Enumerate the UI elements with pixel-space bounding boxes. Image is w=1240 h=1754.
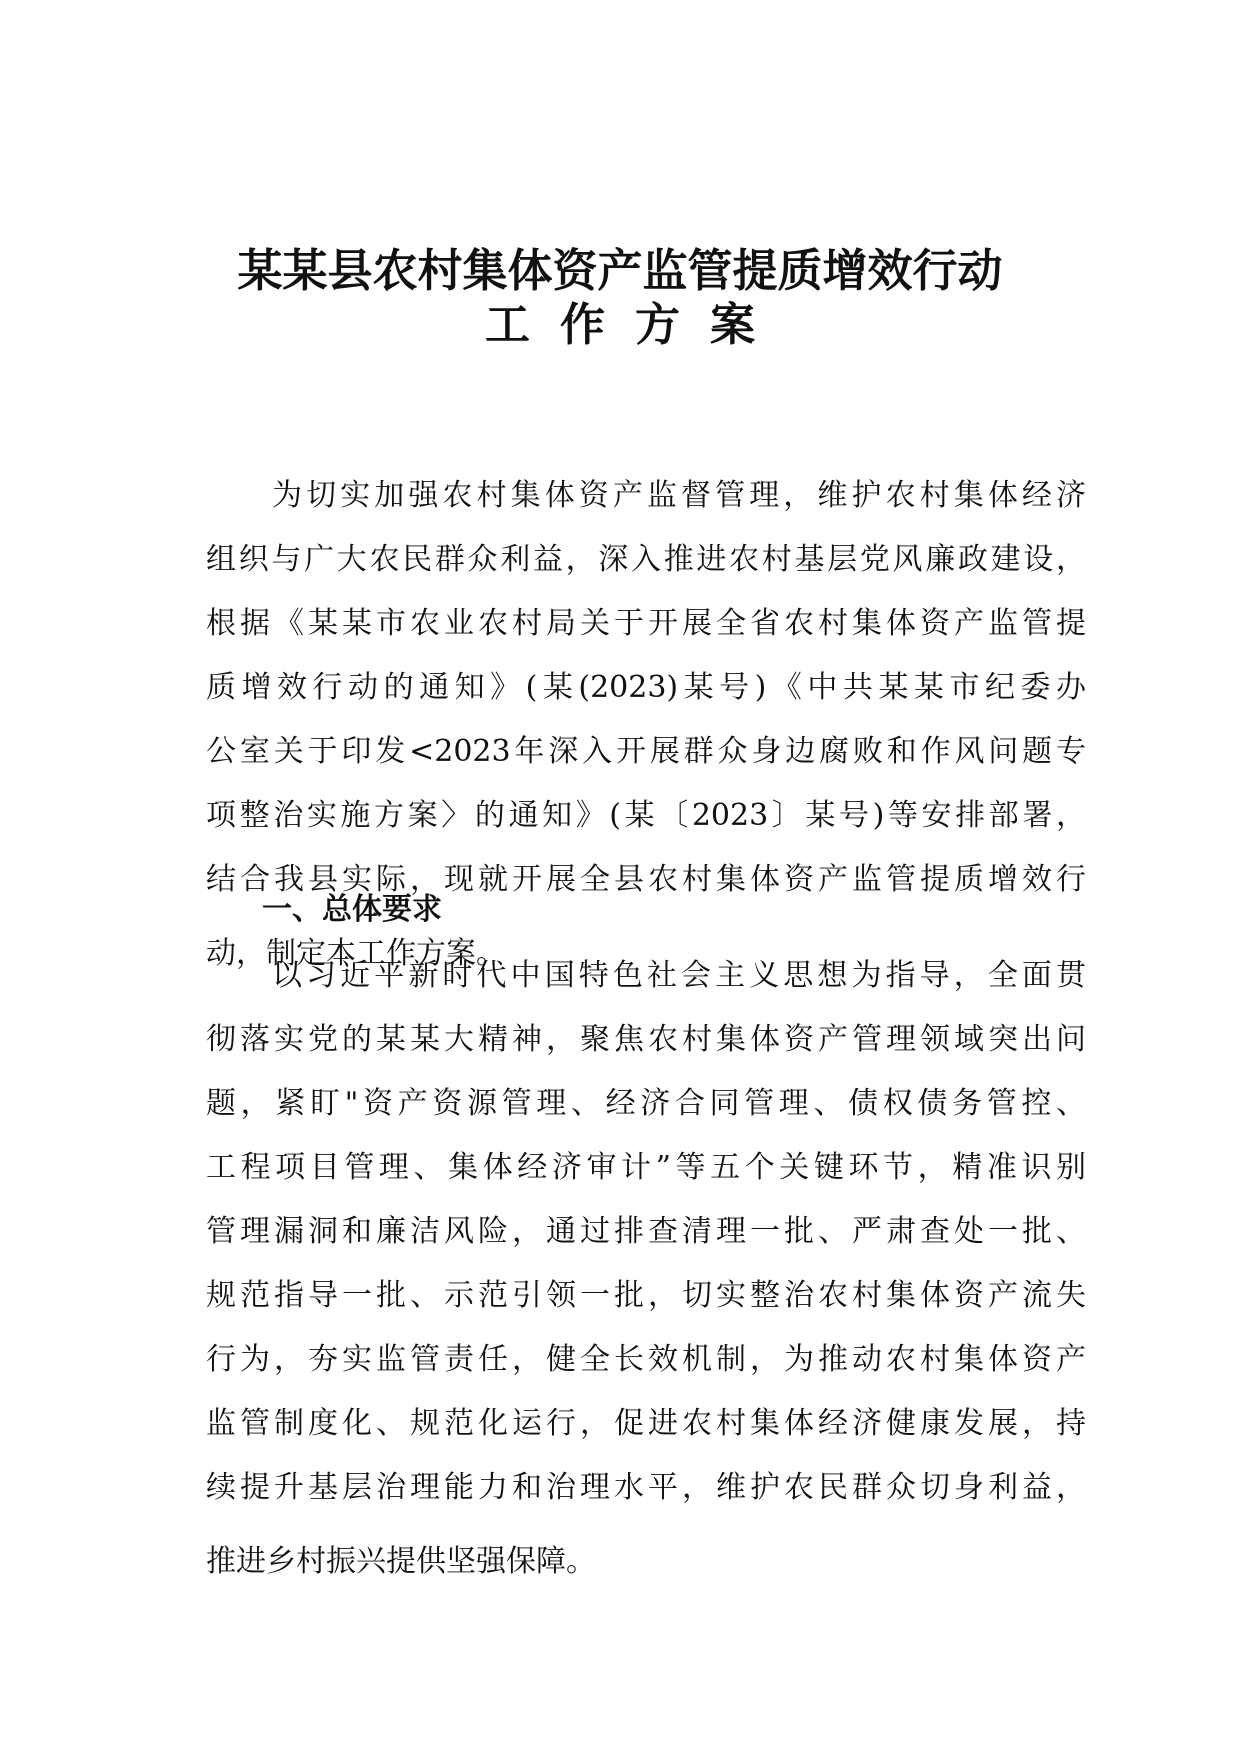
text-line: 质增效行动的通知》(某(2023)某号)《中共某某市纪委办 [206,670,1086,705]
text-line: 续提升基层治理能力和治理水平，维护农民群众切身利益， [206,1470,1086,1505]
text-line: 管理漏洞和廉洁风险，通过排查清理一批、严肃查处一批、 [206,1214,1086,1249]
section-heading: 一、总体要求 [262,892,442,927]
text-line: 工程项目管理、集体经济审计”等五个关键环节，精准识别 [206,1150,1086,1185]
text-line: 监管制度化、规范化运行，促进农村集体经济健康发展，持 [206,1406,1086,1441]
text-line: 公室关于印发<2023年深入开展群众身边腐败和作风问题专 [206,734,1086,769]
text-line: 项整治实施方案〉的通知》(某〔2023〕某号)等安排部署， [206,798,1086,833]
text-line: 为切实加强农村集体资产监督管理，维护农村集体经济 [272,478,1086,513]
document-subtitle: 工作方案 [484,298,785,351]
section-paragraph [206,944,1086,1590]
text-line: 行为，夯实监管责任，健全长效机制，为推动农村集体资产 [206,1342,1086,1377]
document-title: 某某县农村集体资产监管提质增效行动 [237,244,1003,297]
text-line: 组织与广大农民群众利益，深入推进农村基层党风廉政建设， [206,542,1086,577]
text-line: 根据《某某市农业农村局关于开展全省农村集体资产监管提 [206,606,1086,641]
text-line: 动，制定本工作方案。 [206,936,506,971]
text-line: 题，紧盯"资产资源管理、经济合同管理、债权债务管控、 [206,1086,1086,1121]
text-line: 以习近平新时代中国特色社会主义思想为指导，全面贯 [272,958,1086,993]
text-line: 规范指导一批、示范引领一批，切实整治农村集体资产流失 [206,1278,1086,1313]
text-line: 推进乡村振兴提供坚强保障。 [206,1544,596,1579]
text-line: 结合我县实际，现就开展全县农村集体资产监管提质增效行 [206,862,1086,897]
text-line: 彻落实党的某某大精神，聚焦农村集体资产管理领域突出问 [206,1022,1086,1057]
